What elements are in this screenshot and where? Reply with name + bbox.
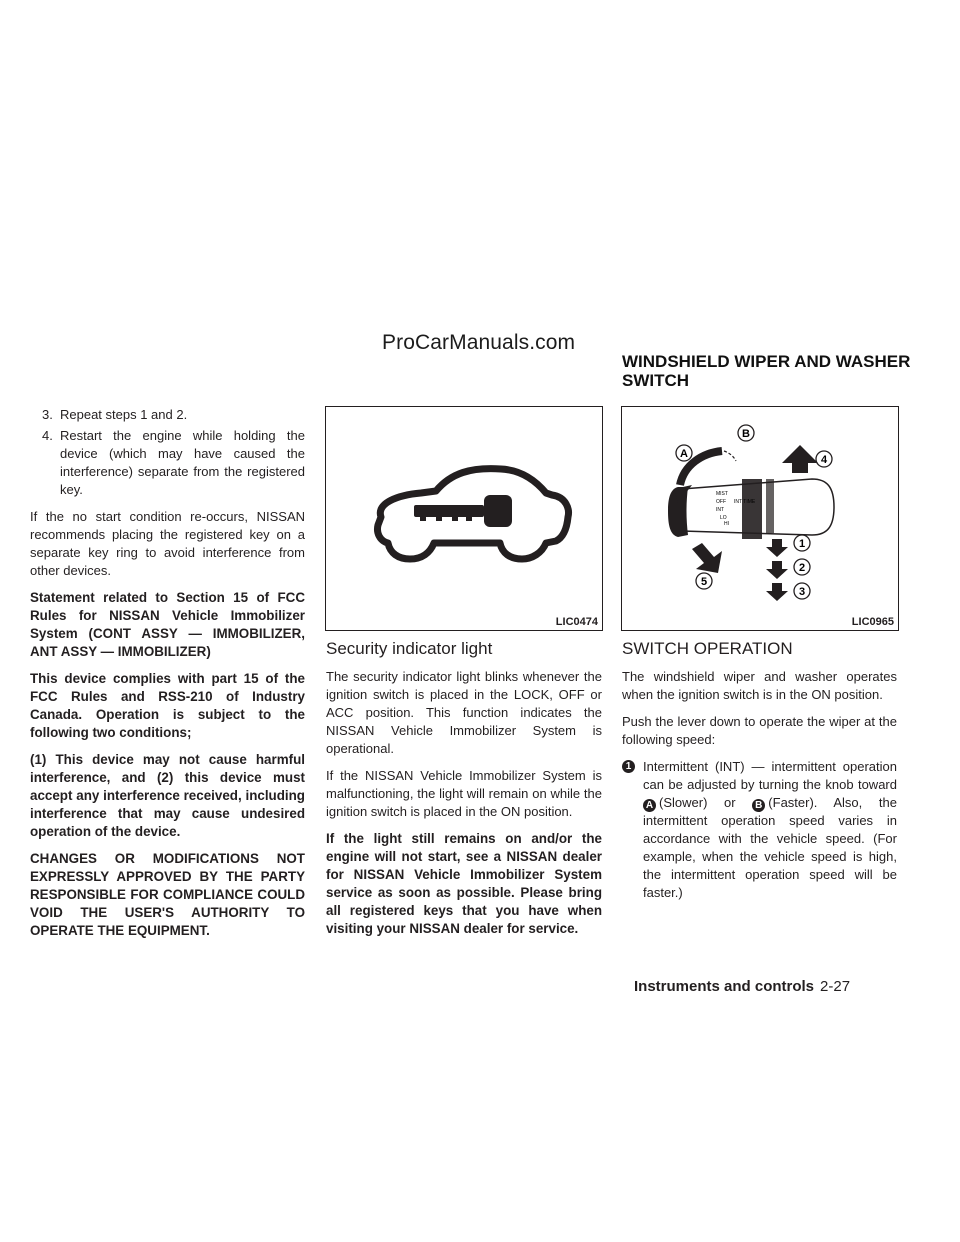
fcc-warning: CHANGES OR MODIFICATIONS NOT EXPRESSLY APPROVED BY THE PARTY RESPONSIBLE FOR COMPLIANCE COULD VOID THE USER'S AUTHORITY TO OPERATE THE EQUIPMENT. [30, 851, 305, 938]
paragraph: If the NISSAN Vehicle Immobilizer System is malfunctioning, the light will remain on while the ignition switch is placed in the ON position. [326, 768, 602, 819]
marker-b: B [752, 799, 765, 812]
stalk-mist: MIST [716, 491, 728, 497]
heading-switch-operation: SWITCH OPERATION [622, 639, 793, 658]
wiper-lever-diagram [622, 407, 898, 630]
item-text: (Faster). Also, the intermittent operation speed varies in accordance with the vehicle speed. (For example, when the vehicle speed is high, the intermittent operation speed will be faster.) [643, 795, 897, 900]
label-b: B [742, 428, 750, 440]
item-text: Intermittent (INT) — intermittent operation can be adjusted by turning the knob toward [643, 759, 897, 792]
paragraph: Push the lever down to operate the wiper at the following speed: [622, 714, 897, 747]
fcc-conditions: (1) This device may not cause harmful interference, and (2) this device must accept any interference received, including interference that may cause undesired operation of the device. [30, 752, 305, 839]
step-text: Repeat steps 1 and 2. [60, 407, 188, 422]
step-text: Restart the engine while holding the device (which may have caused the interference) separate from the registered key. [60, 428, 305, 497]
figure-code: LIC0474 [555, 616, 598, 628]
column-right [622, 640, 897, 910]
heading-security-indicator: Security indicator light [326, 639, 493, 658]
page-footer [634, 978, 850, 995]
list-item [30, 406, 305, 424]
stalk-off: OFF [716, 499, 726, 505]
label-a: A [680, 448, 688, 460]
marker-a: A [643, 799, 656, 812]
item-text: (Slower) or [659, 795, 736, 810]
stalk-hi: HI [724, 521, 729, 527]
marker-1: 1 [622, 760, 635, 773]
paragraph: If the no start condition re-occurs, NISSAN recommends placing the registered key on a separate key ring to avoid interference from other devices. [30, 509, 305, 578]
stalk-lo: LO [720, 515, 727, 521]
label-3: 3 [798, 586, 806, 598]
label-1: 1 [798, 538, 806, 550]
dealer-warning: If the light still remains on and/or the engine will not start, see a NISSAN dealer for NISSAN Vehicle Immobilizer System service as soon as possible. Please bring all registered keys that you have when visiting your NISSAN dealer for service. [326, 831, 602, 936]
step-number: 4. [42, 428, 53, 443]
page-number: 2-27 [820, 978, 851, 995]
watermark-text: ProCarManuals.com [382, 331, 576, 354]
stalk-int: INT [716, 507, 725, 513]
figure-code: LIC0965 [851, 616, 894, 628]
list-item [622, 758, 897, 902]
figure-wiper-switch [621, 406, 899, 631]
section-title: WINDSHIELD WIPER AND WASHER SWITCH [622, 352, 911, 390]
list-item [30, 427, 305, 499]
label-2: 2 [798, 562, 806, 574]
footer-label: Instruments and controls [634, 978, 815, 995]
label-4: 4 [820, 454, 828, 466]
paragraph: The security indicator light blinks whenever the ignition switch is placed in the LOCK, OFF or ACC position. This function indicates the NISSAN Vehicle Immobilizer System is operational. [326, 669, 602, 756]
column-middle [326, 640, 602, 947]
stalk-int-time: INT TIME [734, 499, 756, 505]
figure-security-indicator [325, 406, 603, 631]
column-left [30, 406, 305, 949]
label-5: 5 [700, 576, 708, 588]
fcc-compliance: This device complies with part 15 of the FCC Rules and RSS-210 of Industry Canada. Operation is subject to the following two conditions; [30, 671, 305, 740]
paragraph: The windshield wiper and washer operates when the ignition switch is in the ON position. [622, 669, 897, 702]
fcc-statement-heading: Statement related to Section 15 of FCC Rules for NISSAN Vehicle Immobilizer System (CONT ASSY — IMMOBILIZER, ANT ASSY — IMMOBILIZER) [30, 590, 305, 659]
car-key-icon [326, 407, 602, 630]
step-number: 3. [42, 407, 53, 422]
